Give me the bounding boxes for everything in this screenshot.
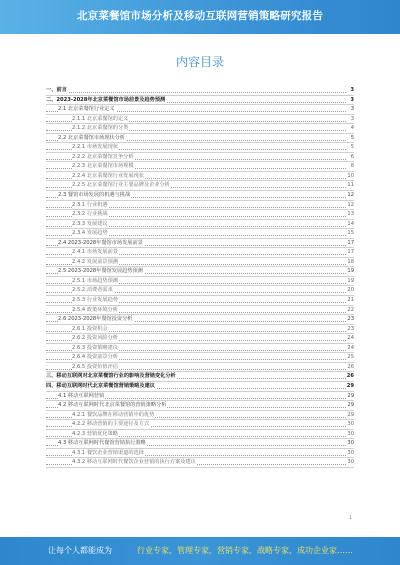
toc-entry-text: 2.1 北京菜餐馆行业定义: [58, 106, 115, 113]
toc-entry-page: 12: [347, 192, 354, 199]
report-title: 北京菜餐馆市场分析及移动互联网营销策略研究报告: [76, 10, 324, 22]
toc-entry-text: 2.4.1 市场发展前景: [72, 249, 118, 256]
toc-entry-page: 11: [347, 182, 354, 189]
toc-entry-page: 30: [347, 421, 354, 428]
toc-entry-text: 2.5 2023-2028年餐馆发展趋势预测: [58, 268, 143, 275]
toc-entry-page: 5: [350, 134, 354, 141]
toc-entry-text: 2.6 2023-2028年餐馆投资分析: [58, 316, 133, 323]
toc-entry-text: 2.3.4 发展趋势: [72, 230, 108, 237]
toc-entry-page: 24: [347, 344, 354, 351]
toc-entry-text: 4.3.1 餐饮企业营销渠道的选择: [72, 449, 144, 456]
toc-entry-page: 26: [346, 373, 354, 380]
toc-entry-page: 13: [347, 211, 354, 218]
toc-entry-page: 8: [350, 163, 354, 170]
toc-entry[interactable]: [46, 458, 354, 468]
report-header-bar: [0, 0, 400, 34]
toc-entry-text: 4.3 移动互联网时代餐馆营销执行策略: [58, 440, 146, 447]
toc-entry-text: 2.2.4 北京菜餐馆行业发展现状: [72, 172, 144, 179]
toc-entry-text: 2.2 北京菜餐馆市场现状分析: [58, 134, 125, 141]
toc-leader-dots: [46, 84, 346, 93]
footer-slogan-highlight: 行业专家、管理专家、营销专家、战略专家、成功企业家……: [137, 546, 353, 555]
toc-entry-page: 3: [350, 87, 354, 93]
toc-entry-text: 2.6.4 投资前景分析: [72, 354, 118, 361]
toc-entry-page: 29: [347, 392, 354, 399]
toc-entry-page: 29: [347, 402, 354, 409]
toc-title: 内容目录: [175, 55, 224, 69]
toc-entry-page: 4: [350, 125, 354, 132]
toc-entry-text: 2.3 餐馆市场发展的机遇与挑战: [58, 192, 131, 199]
toc-entry-text: 2.6.1 投资机会: [72, 325, 108, 332]
toc-entry-text: 2.3.1 行业机遇: [72, 201, 108, 208]
toc-entry-page: 30: [347, 430, 354, 437]
toc-entry-page: 3: [350, 106, 354, 113]
toc-entry-page: 12: [347, 201, 354, 208]
toc-entry-page: 23: [347, 316, 354, 323]
toc-entry-text: 2.5.4 政策环境分析: [72, 306, 118, 313]
toc-entry-text: 2.6.2 投资风险分析: [72, 335, 118, 342]
toc-entry-text: 4.2.1 餐饮品牌在移动营销中的优势: [72, 411, 155, 418]
toc-entry-page: 18: [347, 258, 354, 265]
toc-entry-text: 四、移动互联网时代北京菜餐馆营销策略及建议: [46, 382, 155, 389]
toc-entry-text: 2.5.1 市场趋势预测: [72, 277, 118, 284]
toc-entry-page: 14: [347, 220, 354, 227]
toc-entry-page: 20: [347, 287, 354, 294]
toc-entry-text: 4.2 移动互联网时代北京菜餐馆的营销策略分析: [58, 402, 167, 409]
toc-entry-text: 2.4 2023-2028年餐馆市场发展前景: [58, 239, 143, 246]
toc-entry-text: 4.1 移动互联网营销: [58, 392, 105, 399]
toc-entry-page: 3: [350, 96, 354, 103]
footer-slogan: 让每个人都能成为: [48, 546, 112, 555]
toc-entry-text: 4.2.2 移动营销的主要途径及方式: [72, 421, 150, 428]
toc-entry-text: 一、前言: [46, 87, 67, 93]
toc-entry-text: 2.3.3 发展建议: [72, 220, 108, 227]
footer-bar: [0, 537, 400, 565]
toc-entry-text: 2.3.2 行业挑战: [72, 211, 108, 218]
toc-entry-page: 26: [347, 363, 354, 370]
toc-entry-page: 30: [347, 449, 354, 456]
toc-entry-text: 2.2.5 北京菜餐馆行业主要品牌及企业分析: [72, 182, 170, 189]
toc-entry-page: 10: [347, 172, 354, 179]
table-of-contents: [46, 86, 354, 468]
toc-entry-page: 3: [350, 115, 354, 122]
toc-entry-text: 2.2.1 市场发展现状: [72, 144, 118, 151]
toc-entry-text: 2.5.3 行业发展趋势: [72, 297, 118, 304]
toc-entry-text: 2.6.5 投资价值评估: [72, 363, 118, 370]
toc-entry-text: 2.5.2 消费者需求: [72, 287, 113, 294]
toc-entry-page: 22: [347, 306, 354, 313]
toc-entry-page: 19: [347, 277, 354, 284]
toc-entry-page: 19: [347, 268, 354, 275]
toc-entry-text: 2.1.1 北京菜餐馆的定义: [72, 115, 129, 122]
toc-entry-text: 2.1.2 北京菜餐馆的分类: [72, 125, 129, 132]
toc-entry-page: 5: [350, 144, 354, 151]
toc-entry-page: 6: [350, 153, 354, 160]
toc-entry-page: 29: [346, 382, 354, 389]
toc-entry-text: 三、移动互联网对北京菜餐馆行业的影响及营销变化分析: [46, 373, 176, 380]
toc-entry-text: 2.4.2 发展前景预测: [72, 258, 118, 265]
toc-entry-text: 4.3.2 移动互联网时代餐饮企业营销的执行方案及建议: [72, 459, 196, 466]
toc-entry-page: 25: [347, 354, 354, 361]
toc-entry-text: 2.6.3 投资策略建议: [72, 344, 118, 351]
toc-entry-text: 4.2.3 营销优化策略: [72, 430, 118, 437]
toc-entry-page: 30: [347, 440, 354, 447]
toc-entry-text: 2.2.2 北京菜餐馆竞争分析: [72, 153, 134, 160]
toc-entry-page: 30: [347, 459, 354, 466]
toc-entry-page: 29: [347, 411, 354, 418]
toc-entry-page: 24: [347, 335, 354, 342]
toc-entry-page: 23: [347, 325, 354, 332]
toc-entry-text: 2.2.3 北京菜餐馆市场规模: [72, 163, 134, 170]
page-number: 1: [348, 515, 352, 521]
toc-entry-page: 17: [347, 249, 354, 256]
toc-entry-text: 二、2023-2028年北京菜餐馆市场前景及趋势预测: [46, 96, 166, 103]
toc-entry-page: 17: [347, 239, 354, 246]
toc-entry-page: 15: [347, 230, 354, 237]
toc-entry-page: 21: [347, 297, 354, 304]
